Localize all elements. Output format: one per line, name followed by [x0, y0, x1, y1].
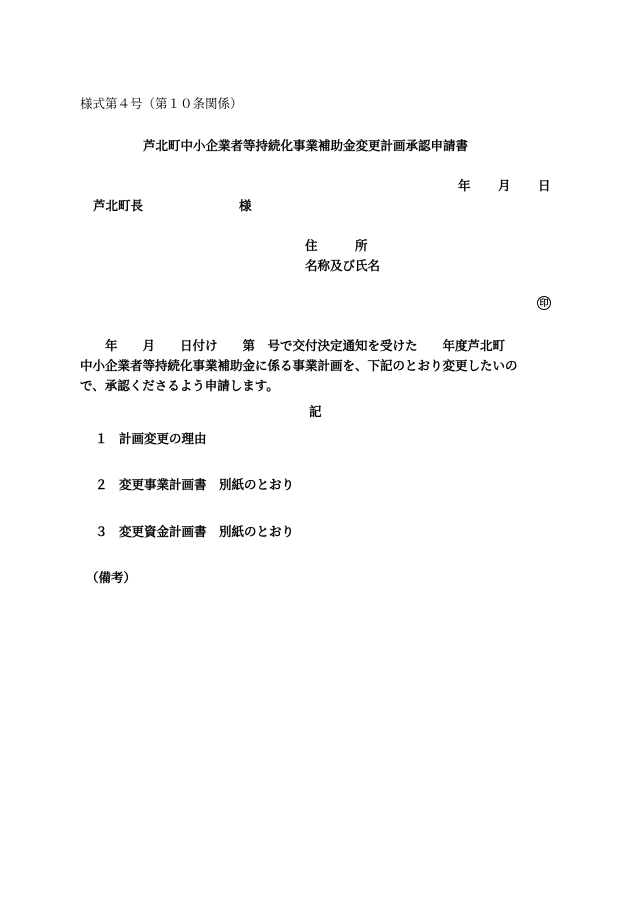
request-body-line-2: 中小企業者等持続化事業補助金に係る事業計画を、下記のとおり変更したいの	[80, 358, 518, 373]
request-body-line-3: で、承認くださるよう申請します。	[80, 378, 279, 393]
date-year-label: 年	[458, 178, 471, 193]
request-body-line-1: 年 月 日付け 第 号で交付決定通知を受けた 年度芦北町	[80, 338, 506, 353]
date-month-label: 月	[498, 178, 511, 193]
item-3-text: 変更資金計画書 別紙のとおり	[119, 524, 295, 539]
item-2-text: 変更事業計画書 別紙のとおり	[119, 477, 295, 492]
addressee-honorific: 様	[239, 198, 252, 213]
date-day-label: 日	[538, 178, 551, 193]
document-title: 芦北町中小企業者等持続化事業補助金変更計画承認申請書	[143, 138, 469, 153]
form-number: 様式第４号（第１０条関係）	[80, 96, 243, 111]
item-3-number: ３	[95, 524, 108, 539]
item-1-text: 計画変更の理由	[119, 431, 207, 446]
seal-mark: 印	[537, 296, 551, 310]
applicant-name-label: 名称及び氏名	[305, 258, 381, 273]
applicant-address-label: 住 所	[305, 238, 368, 253]
addressee-name: 芦北町長	[93, 198, 144, 213]
request-body	[80, 336, 550, 396]
item-1-number: １	[95, 431, 108, 446]
ki-heading: 記	[309, 404, 322, 419]
item-2-number: ２	[95, 477, 108, 492]
remarks-label: （備考）	[86, 570, 137, 585]
